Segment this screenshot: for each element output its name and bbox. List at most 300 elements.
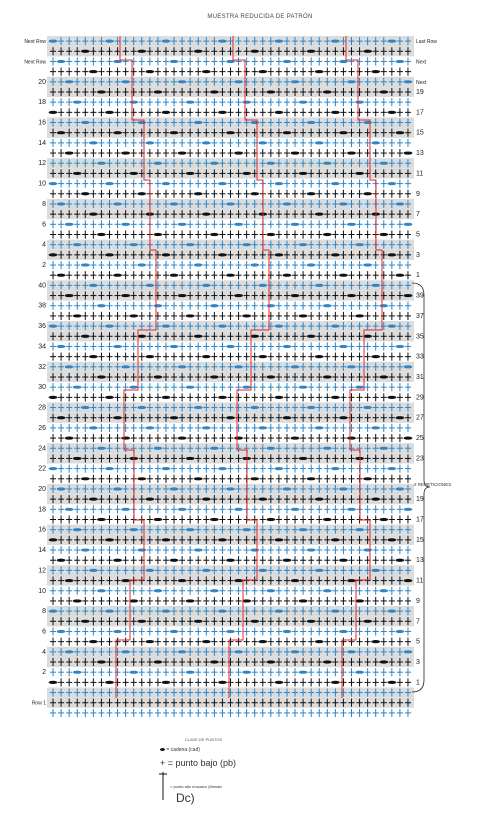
chain-stitch [65, 365, 74, 368]
chain-stitch [266, 447, 275, 450]
chain-stitch [137, 263, 146, 266]
row-number-right: 17 [416, 109, 424, 117]
chain-stitch [49, 538, 58, 541]
chain-stitch [65, 151, 74, 154]
chain-stitch [299, 101, 308, 104]
chain-stitch [113, 630, 122, 633]
chain-stitch [250, 50, 259, 53]
chain-stitch [250, 477, 259, 480]
row-number-left: 8 [42, 200, 46, 208]
chain-stitch [105, 610, 114, 613]
chain-stitch [363, 620, 372, 623]
chain-stitch [65, 223, 74, 226]
chain-stitch [395, 559, 404, 562]
row-number-right: 27 [416, 414, 424, 422]
chain-stitch [202, 426, 211, 429]
chain-stitch [129, 528, 138, 531]
chain-stitch [291, 365, 300, 368]
chain-stitch [395, 202, 404, 205]
chain-stitch [210, 447, 219, 450]
chain-stitch [226, 559, 235, 562]
chain-stitch [274, 182, 283, 185]
chain-stitch [395, 630, 404, 633]
chain-stitch [323, 660, 332, 663]
chain-stitch [129, 243, 138, 246]
chain-stitch [283, 131, 292, 134]
chain-stitch [283, 416, 292, 419]
chain-stitch [331, 253, 340, 256]
chain-stitch [162, 681, 171, 684]
row-number-left: 28 [38, 404, 46, 412]
chain-stitch [49, 396, 58, 399]
chain-stitch [291, 650, 300, 653]
chain-stitch [363, 548, 372, 551]
chain-stitch [371, 640, 380, 643]
chain-stitch [65, 294, 74, 297]
chain-stitch [379, 589, 388, 592]
chain-stitch [371, 498, 380, 501]
chain-stitch [250, 335, 259, 338]
legend-dc-small: = punto alto mosaico (Mosaic [170, 784, 223, 789]
chain-stitch [153, 90, 162, 93]
chain-stitch [363, 263, 372, 266]
row-number-left: 22 [38, 465, 46, 473]
chain-stitch [129, 172, 138, 175]
row-number-left: 10 [38, 587, 46, 595]
chain-stitch [234, 294, 243, 297]
chain-stitch [347, 365, 356, 368]
chain-stitch [242, 314, 251, 317]
chain-stitch [379, 233, 388, 236]
row-number-left: 2 [42, 262, 46, 270]
chain-stitch [170, 60, 179, 63]
chain-stitch [105, 396, 114, 399]
chain-stitch [73, 101, 82, 104]
chain-stitch [186, 457, 195, 460]
chain-stitch [105, 39, 114, 42]
row-number-right: Next [416, 79, 427, 86]
chain-stitch [299, 386, 308, 389]
chain-stitch [89, 213, 98, 216]
chain-stitch [395, 274, 404, 277]
chain-stitch [170, 559, 179, 562]
chain-stitch [218, 253, 227, 256]
repeat-label: 2 REPETICIONES [414, 482, 452, 487]
row-number-right: 5 [416, 638, 420, 646]
chain-stitch [323, 162, 332, 165]
chain-stitch [242, 386, 251, 389]
chain-stitch [121, 436, 130, 439]
chain-stitch [145, 284, 154, 287]
chain-stitch [153, 233, 162, 236]
chain-stitch [266, 518, 275, 521]
row-number-right: 5 [416, 231, 420, 239]
chain-stitch [113, 487, 122, 490]
chain-stitch [250, 620, 259, 623]
chain-stitch [258, 569, 267, 572]
chain-stitch [178, 365, 187, 368]
chain-stitch [194, 192, 203, 195]
chain-stitch [186, 671, 195, 674]
row-number-right: 3 [416, 659, 420, 667]
chain-stitch [162, 39, 171, 42]
chain-stitch [57, 345, 66, 348]
chain-stitch [89, 640, 98, 643]
chain-stitch [137, 121, 146, 124]
chain-stitch [178, 294, 187, 297]
chain-stitch [395, 416, 404, 419]
chain-stitch [242, 172, 251, 175]
chain-stitch [121, 223, 130, 226]
legend-chain [160, 747, 200, 753]
row-number-left: 26 [38, 424, 46, 432]
chain-stitch [226, 345, 235, 348]
chain-stitch [387, 39, 396, 42]
chain-stitch [145, 355, 154, 358]
chain-stitch [387, 253, 396, 256]
chain-stitch [363, 406, 372, 409]
chain-stitch [194, 620, 203, 623]
chain-stitch [145, 569, 154, 572]
chain-stitch [404, 436, 413, 439]
chain-stitch [153, 375, 162, 378]
chain-stitch [242, 243, 251, 246]
chain-stitch [170, 487, 179, 490]
row-number-left: Row 1 [31, 700, 46, 707]
chain-stitch [170, 630, 179, 633]
chain-stitch [339, 559, 348, 562]
chain-stitch [57, 202, 66, 205]
chain-stitch [307, 263, 316, 266]
chain-stitch [218, 325, 227, 328]
chain-stitch [291, 80, 300, 83]
chain-stitch [371, 355, 380, 358]
row-number-left: 32 [38, 363, 46, 371]
row-number-right: 3 [416, 251, 420, 259]
chain-stitch [137, 50, 146, 53]
row-number-right: 15 [416, 536, 424, 544]
row-number-right: 29 [416, 394, 424, 402]
chain-stitch [218, 681, 227, 684]
chain-stitch [129, 599, 138, 602]
chain-stitch [137, 192, 146, 195]
chain-stitch [323, 233, 332, 236]
chain-stitch [186, 528, 195, 531]
chain-stitch [121, 294, 130, 297]
chain-stitch [49, 182, 58, 185]
chain-stitch [65, 80, 74, 83]
row-number-left: 16 [38, 119, 46, 127]
chain-stitch [331, 396, 340, 399]
chain-stitch [202, 640, 211, 643]
chain-stitch [89, 70, 98, 73]
chain-stitch [129, 314, 138, 317]
chain-stitch [113, 416, 122, 419]
chain-stitch [291, 508, 300, 511]
chain-stitch [73, 243, 82, 246]
chain-stitch [339, 630, 348, 633]
chain-stitch [121, 80, 130, 83]
chain-stitch [97, 304, 106, 307]
chain-stitch [81, 50, 90, 53]
chain-stitch [387, 681, 396, 684]
chain-stitch [266, 589, 275, 592]
chain-stitch [178, 579, 187, 582]
chain-stitch [404, 151, 413, 154]
chain-stitch [234, 436, 243, 439]
chain-stitch [202, 569, 211, 572]
chain-stitch [250, 263, 259, 266]
row-number-right: 15 [416, 129, 424, 137]
chain-stitch [315, 640, 324, 643]
row-number-left: 18 [38, 506, 46, 514]
row-number-left: 38 [38, 302, 46, 310]
chain-stitch [81, 477, 90, 480]
chain-stitch [242, 528, 251, 531]
chain-stitch [57, 630, 66, 633]
chain-stitch [315, 284, 324, 287]
chain-stitch [121, 650, 130, 653]
chain-stitch [49, 39, 58, 42]
chain-stitch [162, 182, 171, 185]
chain-stitch [266, 304, 275, 307]
chain-stitch [89, 141, 98, 144]
chain-stitch [57, 60, 66, 63]
chain-stitch [363, 50, 372, 53]
chain-stitch [347, 294, 356, 297]
row-number-right: 25 [416, 435, 424, 443]
legend-chain-label: = cadena (cad) [166, 747, 200, 753]
chain-stitch [404, 650, 413, 653]
chain-stitch [283, 559, 292, 562]
chain-stitch [81, 406, 90, 409]
chain-stitch [283, 345, 292, 348]
row-number-right: 39 [416, 292, 424, 300]
chain-stitch [299, 457, 308, 460]
chain-stitch [379, 304, 388, 307]
chain-stitch [283, 202, 292, 205]
row-number-right: 19 [416, 88, 424, 96]
chain-stitch [129, 101, 138, 104]
chain-stitch [283, 630, 292, 633]
chain-stitch [283, 487, 292, 490]
chain-stitch [404, 80, 413, 83]
row-number-left: Next Row [24, 39, 46, 46]
chain-stitch [121, 508, 130, 511]
chain-stitch [194, 335, 203, 338]
chain-stitch [113, 274, 122, 277]
chain-stitch [218, 538, 227, 541]
chain-stitch [307, 477, 316, 480]
chain-stitch [210, 518, 219, 521]
chain-stitch [57, 131, 66, 134]
chain-stitch [218, 396, 227, 399]
chain-stitch [395, 131, 404, 134]
chain-stitch [97, 233, 106, 236]
chain-stitch [339, 345, 348, 348]
chain-stitch [81, 620, 90, 623]
row-number-left: 36 [38, 323, 46, 331]
chain-stitch [323, 589, 332, 592]
chain-stitch [331, 39, 340, 42]
chain-stitch [137, 620, 146, 623]
chain-stitch [323, 375, 332, 378]
chain-stitch [379, 90, 388, 93]
row-number-right: 19 [416, 496, 424, 504]
chain-stitch [137, 406, 146, 409]
chain-stitch [395, 487, 404, 490]
chain-stitch [121, 579, 130, 582]
row-number-right: 11 [416, 170, 424, 178]
chain-stitch [73, 528, 82, 531]
chain-stitch [274, 39, 283, 42]
chain-stitch [65, 436, 74, 439]
chain-stitch [404, 579, 413, 582]
chain-stitch [186, 599, 195, 602]
chain-stitch [113, 131, 122, 134]
row-number-left: 14 [38, 547, 46, 555]
chain-stitch [371, 284, 380, 287]
chain-stitch [315, 355, 324, 358]
chain-stitch [178, 508, 187, 511]
legend-sc: + = punto bajo (pb) [160, 758, 237, 768]
chain-stitch [307, 620, 316, 623]
chain-stitch [387, 396, 396, 399]
chain-stitch [153, 660, 162, 663]
row-number-right: 31 [416, 374, 424, 381]
chain-stitch [379, 518, 388, 521]
chain-stitch [347, 579, 356, 582]
chain-stitch [299, 528, 308, 531]
chain-stitch [65, 579, 74, 582]
chain-stitch [194, 50, 203, 53]
row-number-left: 20 [38, 485, 46, 493]
row-number-right: 23 [416, 455, 424, 463]
chain-stitch [404, 508, 413, 511]
chain-stitch [97, 518, 106, 521]
chain-stitch [202, 213, 211, 216]
chain-stitch [315, 70, 324, 73]
chain-stitch [97, 375, 106, 378]
chain-stitch [234, 650, 243, 653]
chain-stitch [73, 314, 82, 317]
chain-stitch [194, 406, 203, 409]
chain-stitch [404, 294, 413, 297]
chain-stitch [242, 599, 251, 602]
chain-stitch [291, 223, 300, 226]
chain-stitch [178, 436, 187, 439]
chain-stitch [339, 487, 348, 490]
chain-stitch [323, 90, 332, 93]
row-number-right: 13 [416, 150, 424, 158]
row-number-right: 7 [416, 211, 420, 219]
chain-stitch [170, 274, 179, 277]
chain-stitch [162, 538, 171, 541]
chain-stitch [234, 223, 243, 226]
chain-stitch [202, 355, 211, 358]
chain-stitch [258, 70, 267, 73]
chain-icon [160, 748, 165, 751]
chain-stitch [89, 498, 98, 501]
row-number-right: 1 [416, 272, 420, 280]
chain-stitch [49, 111, 58, 114]
chain-stitch [395, 345, 404, 348]
row-number-left: Next Row [24, 59, 46, 66]
chain-stitch [339, 202, 348, 205]
chain-stitch [210, 375, 219, 378]
chain-stitch [331, 538, 340, 541]
chain-stitch [339, 274, 348, 277]
chain-stitch [153, 304, 162, 307]
chain-stitch [299, 314, 308, 317]
chain-stitch [81, 263, 90, 266]
chain-stitch [73, 457, 82, 460]
chain-stitch [234, 365, 243, 368]
chain-stitch [226, 202, 235, 205]
row-number-right: 9 [416, 597, 420, 605]
chain-stitch [331, 681, 340, 684]
chain-stitch [323, 304, 332, 307]
chain-stitch [89, 569, 98, 572]
row-number-right: 13 [416, 557, 424, 565]
chain-stitch [218, 39, 227, 42]
chain-stitch [379, 447, 388, 450]
chain-stitch [170, 202, 179, 205]
chain-stitch [153, 447, 162, 450]
chain-stitch [105, 111, 114, 114]
chain-stitch [226, 274, 235, 277]
row-number-left: 16 [38, 526, 46, 534]
chain-stitch [379, 660, 388, 663]
chain-stitch [170, 131, 179, 134]
chain-stitch [129, 386, 138, 389]
chain-stitch [145, 141, 154, 144]
chain-stitch [355, 671, 364, 674]
chain-stitch [129, 671, 138, 674]
chain-stitch [355, 386, 364, 389]
legend-title: CLAVE DE PUNTOS [185, 737, 223, 742]
chain-stitch [315, 426, 324, 429]
chain-stitch [81, 548, 90, 551]
chain-stitch [266, 90, 275, 93]
row-number-right: 7 [416, 618, 420, 626]
chain-stitch [371, 141, 380, 144]
chain-stitch [331, 111, 340, 114]
chain-stitch [291, 151, 300, 154]
chain-stitch [258, 355, 267, 358]
chain-stitch [153, 162, 162, 165]
chain-stitch [387, 538, 396, 541]
chain-stitch [299, 243, 308, 246]
chain-stitch [89, 284, 98, 287]
chain-stitch [347, 80, 356, 83]
chain-stitch [371, 426, 380, 429]
chain-stitch [283, 60, 292, 63]
chain-stitch [347, 650, 356, 653]
chain-stitch [113, 202, 122, 205]
row-number-left: 24 [38, 445, 46, 453]
chain-stitch [299, 671, 308, 674]
chain-stitch [371, 70, 380, 73]
chain-stitch [145, 640, 154, 643]
chain-stitch [307, 121, 316, 124]
chain-stitch [404, 223, 413, 226]
chain-stitch [73, 599, 82, 602]
chain-stitch [49, 681, 58, 684]
chain-stitch [194, 263, 203, 266]
chain-stitch [315, 498, 324, 501]
chain-stitch [274, 253, 283, 256]
